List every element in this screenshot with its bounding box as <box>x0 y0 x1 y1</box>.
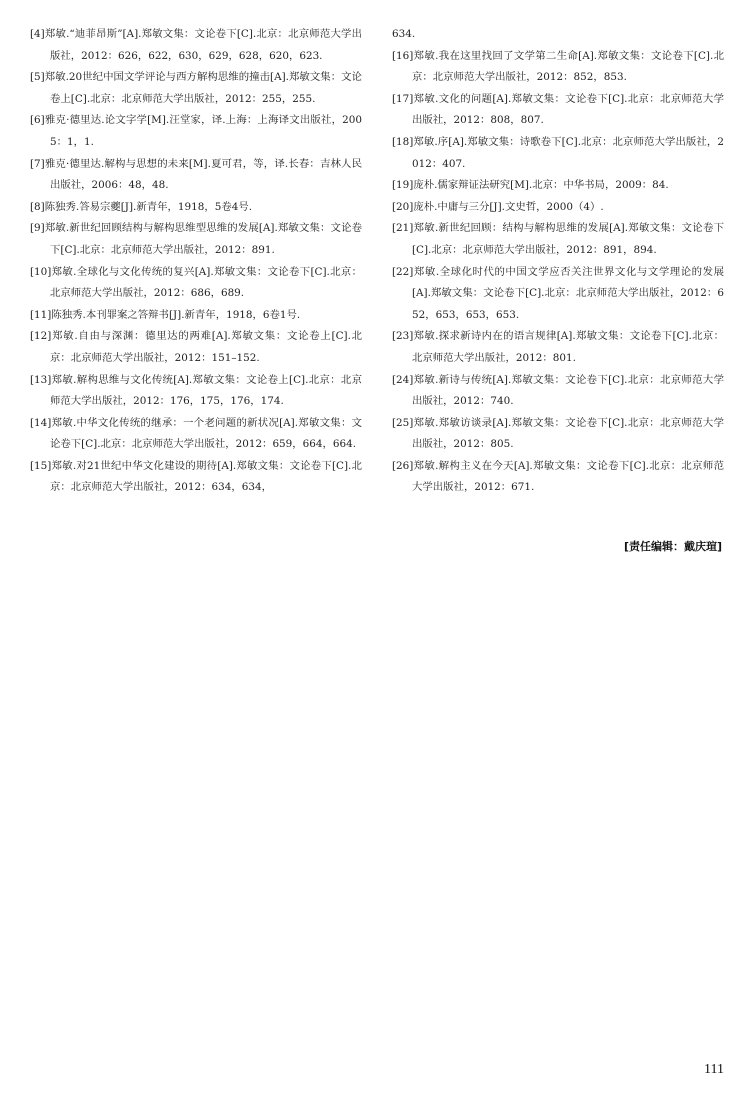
reference-entry <box>30 413 362 456</box>
reference-label: [17] <box>392 92 414 105</box>
reference-label: [19] <box>392 179 414 192</box>
reference-label: [4] <box>30 28 45 40</box>
responsible-editor-note: [责任编辑：戴庆瑄] <box>623 540 722 553</box>
reference-entry <box>30 197 362 219</box>
reference-entry <box>392 132 724 175</box>
reference-label: [14] <box>30 416 52 429</box>
reference-entry <box>392 370 724 413</box>
references-column-right <box>392 24 724 499</box>
reference-label: [16] <box>392 49 414 62</box>
reference-text: 庞朴.中庸与三分[J].文史哲，2000（4）. <box>413 200 604 213</box>
reference-label: [26] <box>392 459 414 472</box>
reference-text: 郑敏.文化的问题[A].郑敏文集：文论卷下[C].北京：北京师范大学出版社，2012：808，807. <box>412 92 724 127</box>
reference-label: [12] <box>30 330 52 343</box>
reference-entry <box>392 175 724 197</box>
reference-text: 郑敏.新世纪回顾结构与解构思维型思维的发展[A].郑敏文集：文论卷下[C].北京：北京师范大学出版社，2012：891. <box>44 222 362 256</box>
reference-text: 郑敏.全球化与文化传统的复兴[A].郑敏文集：文论卷下[C].北京：北京师范大学出版社，2012：686，689. <box>50 265 362 300</box>
reference-text: 郑敏.“迪菲昂斯”[A].郑敏文集：文论卷下[C].北京：北京师范大学出版社，2012：626，622，630，629，628，620，623. <box>44 28 362 62</box>
reference-text: 庞朴.儒家辩证法研究[M].北京：中华书局，2009：84. <box>413 179 669 192</box>
reference-entry <box>30 370 362 413</box>
reference-text: 郑敏.解构主义在今天[A].郑敏文集：文论卷下[C].北京：北京师范大学出版社，2012：671. <box>412 459 724 494</box>
reference-entry <box>392 262 724 327</box>
reference-label: [5] <box>30 71 45 84</box>
reference-entry <box>392 413 724 456</box>
reference-text: 陈独秀.答易宗夔[J].新青年，1918，5卷4号. <box>44 200 253 213</box>
reference-text: 郑敏.中华文化传统的继承：一个老问题的新状况[A].郑敏文集：文论卷下[C].北京：北京师范大学出版社，2012：659，664，664. <box>50 416 362 451</box>
reference-entry <box>30 154 362 197</box>
reference-label: [8] <box>30 200 45 213</box>
reference-label: [20] <box>392 200 414 213</box>
reference-label: [18] <box>392 135 414 148</box>
reference-text: 郑敏.自由与深渊：德里达的两难[A].郑敏文集：文论卷上[C].北京：北京师范大学出版社，2012：151–152. <box>50 330 362 364</box>
reference-entry-continued <box>392 24 724 46</box>
reference-label: [13] <box>30 373 52 386</box>
reference-entry <box>392 326 724 369</box>
reference-text: 郑敏.新世纪回顾：结构与解构思维的发展[A].郑敏文集：文论卷下[C].北京：北京师范大学出版社，2012：891，894. <box>412 222 724 256</box>
reference-label: [6] <box>30 114 45 127</box>
reference-text: 郑敏.新诗与传统[A].郑敏文集：文论卷下[C].北京：北京师范大学出版社，2012：740. <box>412 373 724 408</box>
reference-entry <box>30 262 362 305</box>
reference-label: [7] <box>30 157 45 170</box>
reference-entry <box>30 456 362 499</box>
reference-text: 634. <box>392 28 416 40</box>
reference-entry <box>30 67 362 110</box>
reference-text: 郑敏.探求新诗内在的语言规律[A].郑敏文集：文论卷下[C].北京：北京师范大学出版社，2012：801. <box>412 330 724 364</box>
reference-entry <box>30 24 362 67</box>
reference-text: 郑敏.郑敏访谈录[A].郑敏文集：文论卷下[C].北京：北京师范大学出版社，2012：805. <box>412 416 724 451</box>
reference-entry <box>392 89 724 132</box>
reference-label: [10] <box>30 265 52 278</box>
references-column-left <box>30 24 362 499</box>
page-number: 111 <box>704 1062 724 1077</box>
reference-entry <box>392 456 724 499</box>
reference-entry <box>30 326 362 369</box>
reference-entry <box>30 305 362 327</box>
reference-label: [25] <box>392 416 414 429</box>
reference-label: [21] <box>392 222 414 235</box>
reference-entry <box>392 46 724 89</box>
reference-text: 郑敏.我在这里找回了文学第二生命[A].郑敏文集：文论卷下[C].北京：北京师范大学出版社，2012：852，853. <box>412 49 724 84</box>
reference-text: 雅克·德里达.论文字学[M].汪堂家，译.上海：上海译文出版社，2005：1，1. <box>44 114 362 148</box>
reference-entry <box>392 197 724 219</box>
reference-text: 郑敏.20世纪中国文学评论与西方解构思维的撞击[A].郑敏文集：文论卷上[C].北京：北京师范大学出版社，2012：255，255. <box>44 71 362 105</box>
reference-label: [9] <box>30 222 45 235</box>
reference-label: [15] <box>30 459 52 472</box>
reference-entry <box>392 218 724 261</box>
reference-text: 陈独秀.本刊罪案之答辩书[J].新青年，1918，6卷1号. <box>51 308 301 321</box>
reference-label: [23] <box>392 330 414 343</box>
reference-entry <box>30 218 362 261</box>
reference-text: 郑敏.序[A].郑敏文集：诗歌卷下[C].北京：北京师范大学出版社，2012：407. <box>412 135 724 170</box>
reference-text: 雅克·德里达.解构与思想的未来[M].夏可君，等，译.长春：吉林人民出版社，2006：48，48. <box>44 157 362 192</box>
reference-entry <box>30 110 362 153</box>
reference-text: 郑敏.对21世纪中华文化建设的期待[A].郑敏文集：文论卷下[C].北京：北京师范大学出版社，2012：634，634， <box>50 459 362 494</box>
reference-text: 郑敏.解构思维与文化传统[A].郑敏文集：文论卷上[C].北京：北京师范大学出版社，2012：176，175，176，174. <box>50 373 362 408</box>
reference-label: [11] <box>30 308 52 321</box>
reference-label: [24] <box>392 373 414 386</box>
reference-text: 郑敏.全球化时代的中国文学应否关注世界文化与文学理论的发展[A].郑敏文集：文论卷下[C].北京：北京师范大学出版社，2012：652，653，653，653. <box>412 265 724 321</box>
reference-label: [22] <box>392 265 414 278</box>
